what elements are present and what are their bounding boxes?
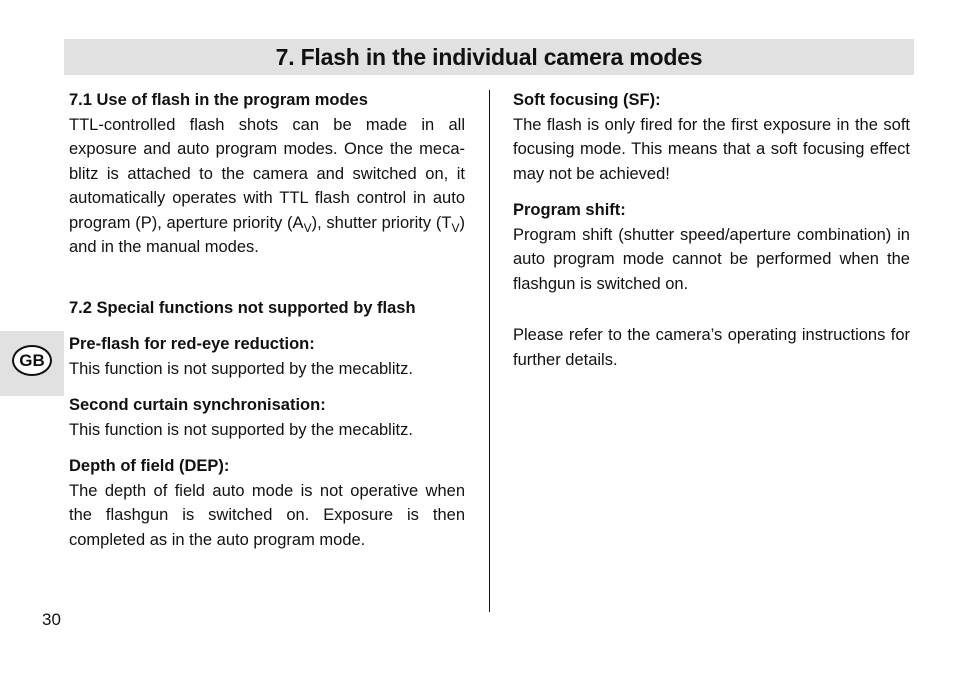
right-column [513, 88, 910, 372]
program-shift-heading: Program shift: [513, 201, 626, 219]
dep-text: The depth of field auto mode is not operative when the flashgun is switched on. Exposure is then completed as in the auto program mode. [69, 481, 465, 549]
preflash-heading: Pre-flash for red-eye reduction: [69, 335, 315, 353]
language-tab [0, 331, 64, 396]
language-badge: GB [12, 345, 52, 376]
second-curtain-heading: Second curtain synchronisation: [69, 396, 326, 414]
refer-instructions-text: Please refer to the camera’s operating instructions for further details. [513, 326, 910, 369]
page-number: 30 [42, 610, 61, 629]
left-column [69, 88, 465, 552]
column-divider [489, 90, 490, 612]
preflash-text: This function is not supported by the mecablitz. [69, 359, 413, 378]
section-7-1-heading: 7.1 Use of flash in the program modes [69, 91, 368, 109]
program-shift-text: Program shift (shutter speed/aperture combination) in auto program mode cannot be performed when the flashgun is switched on. [513, 225, 910, 293]
dep-heading: Depth of field (DEP): [69, 457, 230, 475]
section-7-2-heading: 7.2 Special functions not supported by flash [69, 298, 416, 317]
page-title: 7. Flash in the individual camera modes [64, 39, 914, 75]
soft-focusing-text: The flash is only fired for the first exposure in the soft focusing mode. This means that a soft focusing effect may not be achieved! [513, 115, 910, 183]
section-7-1-text: TTL-controlled flash shots can be made in all exposure and auto program modes. Once the meca-blitz is attached to the camera and switched on, it automatically operates with TTL flash control in auto program (P), aperture priority $(A_V)$, shutter priority $(T_V)$ and in the manual modes. [69, 115, 465, 256]
soft-focusing-heading: Soft focusing (SF): [513, 91, 661, 109]
second-curtain-text: This function is not supported by the mecablitz. [69, 420, 413, 439]
